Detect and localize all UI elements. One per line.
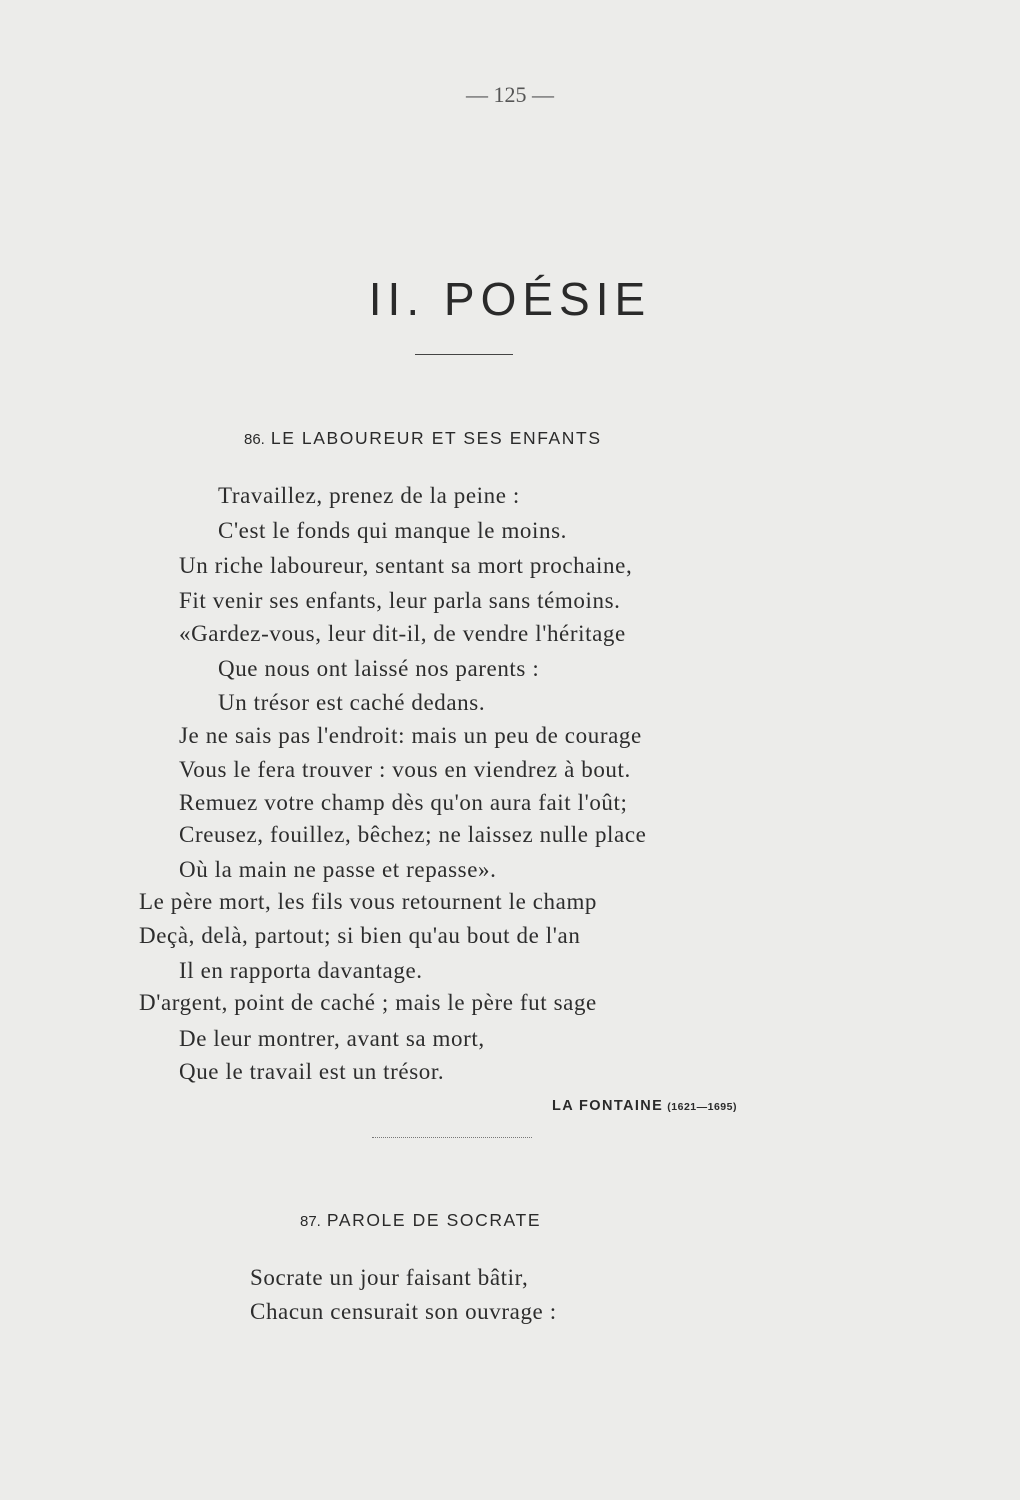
poem-86-attribution xyxy=(552,1098,737,1114)
verse-line: Je ne sais pas l'endroit: mais un peu de courage xyxy=(179,723,642,748)
verse-line: De leur montrer, avant sa mort, xyxy=(179,1026,485,1051)
poem-86-title: LE LABOUREUR ET SES ENFANTS xyxy=(270,428,602,448)
verse-line: Que le travail est un trésor. xyxy=(179,1059,445,1084)
verse-line: Il en rapporta davantage. xyxy=(179,958,423,983)
section-title: II. POÉSIE xyxy=(368,273,652,325)
poem-87-heading xyxy=(300,1210,541,1231)
verse-line: C'est le fonds qui manque le moins. xyxy=(218,518,568,543)
author-dates: (1621—1695) xyxy=(667,1101,737,1113)
verse-line: «Gardez-vous, leur dit-il, de vendre l'héritage xyxy=(179,621,626,646)
page-number: — 125 — xyxy=(466,82,554,107)
verse-line: Vous le fera trouver : vous en viendrez à bout. xyxy=(179,757,631,782)
verse-line: D'argent, point de caché ; mais le père fut sage xyxy=(139,990,597,1015)
verse-line: Fit venir ses enfants, leur parla sans témoins. xyxy=(179,588,621,613)
verse-line: Où la main ne passe et repasse». xyxy=(179,857,497,882)
verse-line: Deçà, delà, partout; si bien qu'au bout de l'an xyxy=(139,923,581,948)
verse-line: Socrate un jour faisant bâtir, xyxy=(250,1265,529,1290)
verse-line: Creusez, fouillez, bêchez; ne laissez nulle place xyxy=(179,822,647,847)
verse-line: Remuez votre champ dès qu'on aura fait l'oût; xyxy=(179,790,628,815)
verse-line: Chacun censurait son ouvrage : xyxy=(250,1299,557,1324)
section-divider xyxy=(372,1137,532,1138)
poem-86-heading xyxy=(244,428,602,449)
verse-line: Travaillez, prenez de la peine : xyxy=(218,483,520,508)
author-name: LA FONTAINE xyxy=(552,1098,664,1114)
verse-line: Un trésor est caché dedans. xyxy=(218,690,486,715)
verse-line: Le père mort, les fils vous retournent le champ xyxy=(139,889,598,914)
poem-86-number: 86. xyxy=(244,431,265,448)
poem-87-title: PAROLE DE SOCRATE xyxy=(326,1210,542,1230)
poem-87-number: 87. xyxy=(300,1213,321,1230)
verse-line: Que nous ont laissé nos parents : xyxy=(218,656,540,681)
title-rule xyxy=(415,354,513,355)
verse-line: Un riche laboureur, sentant sa mort prochaine, xyxy=(179,553,633,578)
